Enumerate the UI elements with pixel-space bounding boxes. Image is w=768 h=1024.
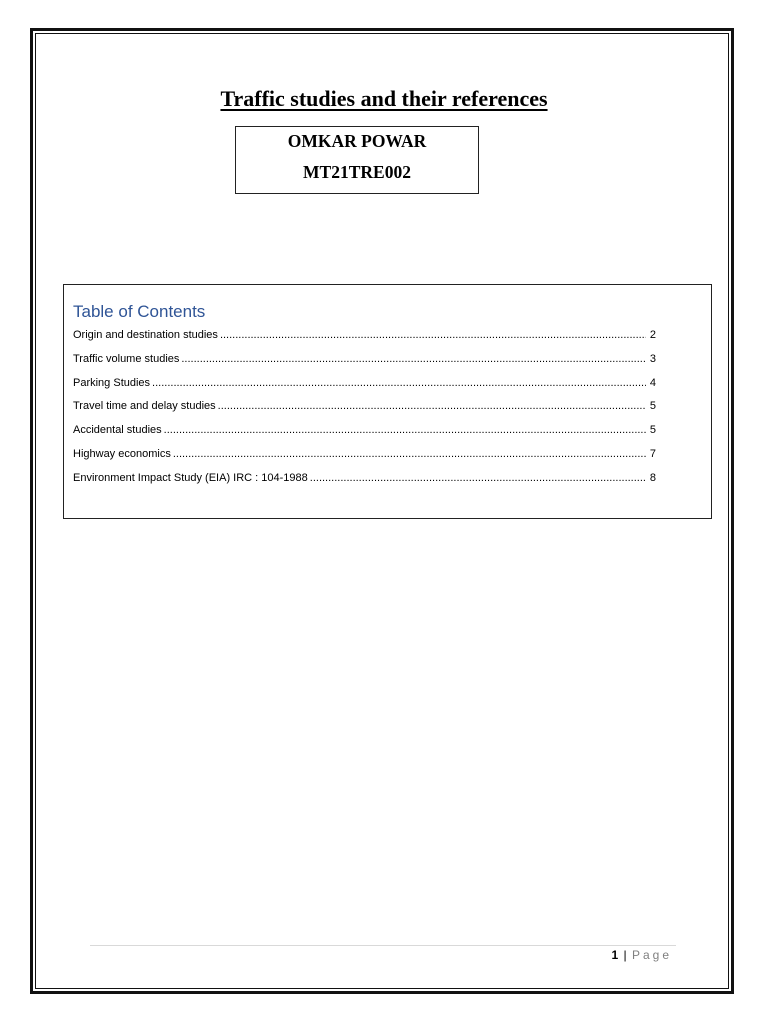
toc-entry-page[interactable]: 5 — [649, 424, 656, 437]
toc-entry-label[interactable]: Highway economics — [73, 447, 171, 460]
footer-separator: | — [623, 948, 627, 962]
toc-entry-page[interactable]: 5 — [649, 400, 656, 413]
toc-entry[interactable] — [73, 472, 656, 496]
toc-entry[interactable] — [73, 448, 656, 472]
toc-entry-page[interactable]: 7 — [649, 447, 656, 460]
toc-entry[interactable] — [73, 424, 656, 448]
toc-entry-label[interactable]: Parking Studies — [73, 376, 151, 389]
page-footer — [611, 948, 672, 962]
toc-entry-page[interactable]: 8 — [649, 471, 656, 484]
toc-leader-dots — [152, 377, 646, 389]
table-of-contents — [63, 284, 712, 519]
toc-entry-label[interactable]: Accidental studies — [73, 424, 162, 437]
toc-list — [73, 329, 656, 496]
toc-leader-dots — [181, 353, 646, 365]
toc-entry[interactable] — [73, 400, 656, 424]
toc-entry[interactable] — [73, 377, 656, 401]
toc-entry-page[interactable]: 4 — [649, 376, 656, 389]
toc-entry-label[interactable]: Environment Impact Study (EIA) IRC : 104-1988 — [73, 471, 308, 484]
author-box — [235, 126, 479, 194]
author-id: MT21TRE002 — [303, 162, 411, 182]
toc-entry[interactable] — [73, 353, 656, 377]
toc-entry-label[interactable]: Origin and destination studies — [73, 329, 218, 341]
toc-leader-dots — [164, 424, 646, 436]
document-title — [0, 86, 768, 112]
document-title-text: Traffic studies and their references — [220, 86, 548, 111]
toc-leader-dots — [173, 448, 646, 460]
toc-leader-dots — [218, 400, 646, 412]
footer-page-word: Page — [631, 948, 672, 962]
footer-page-number: 1 — [611, 948, 619, 962]
toc-heading: Table of Contents — [73, 302, 206, 321]
toc-entry-label[interactable]: Travel time and delay studies — [73, 400, 216, 413]
toc-entry-page[interactable]: 3 — [649, 352, 656, 365]
toc-leader-dots — [310, 472, 646, 484]
toc-entry-page[interactable]: 2 — [649, 329, 656, 341]
toc-leader-dots — [220, 329, 646, 341]
footer-rule — [90, 945, 676, 946]
author-name: OMKAR POWAR — [287, 131, 427, 151]
toc-entry[interactable] — [73, 329, 656, 353]
toc-entry-label[interactable]: Traffic volume studies — [73, 352, 180, 365]
